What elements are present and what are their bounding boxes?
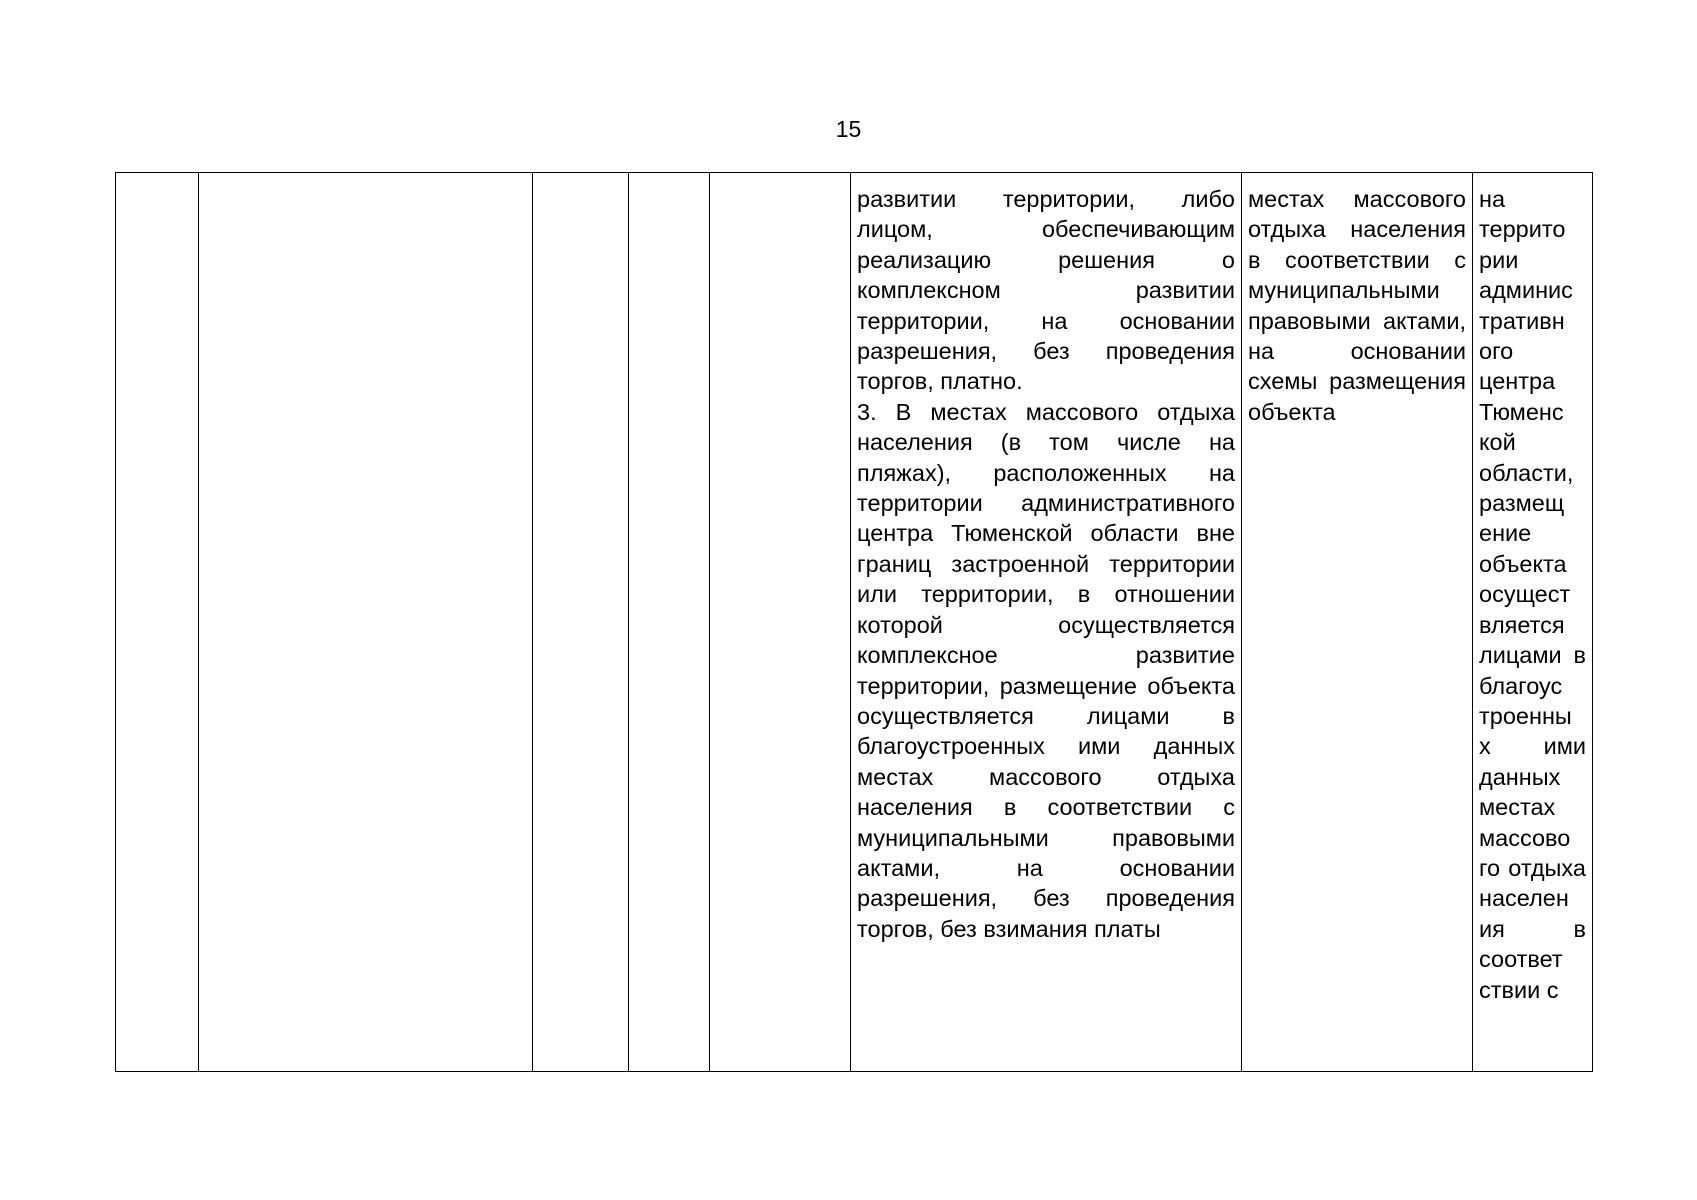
table-cell-notes [1473, 173, 1593, 1072]
page-number: 15 [835, 116, 862, 142]
notes-text: на террито рии админис тративн ого центра Тюменс кой области, размещ ение объекта осущест вляется лицами в благоус троенны х ими данных местах массово го отдыха населен ия в соответ ствии с [1479, 186, 1586, 1003]
placement-conditions-text: развитии территории, либо лицом, обеспечивающим реализацию решения о комплексном развитии территории, на основании разрешения, без проведения торгов, платно. 3. В местах массового отдыха населения (в том числе на пляжах), расположенных на территории административного центра Тюменской области вне границ застроенной территории или территории, в отношении которой осуществляется комплексное развитие территории, размещение объекта осуществляется лицами в благоустроенных ими данных местах массового отдыха населения в соответствии с муниципальными правовыми актами, на основании разрешения, без проведения торгов, без взимания платы [857, 186, 1235, 942]
table-row [116, 173, 1593, 1072]
table-cell-col1 [116, 173, 199, 1072]
table-cell-basis [1242, 173, 1473, 1072]
table-cell-col5 [710, 173, 851, 1072]
table-cell-placement-conditions [851, 173, 1242, 1072]
table-cell-col4 [629, 173, 710, 1072]
table-cell-col2 [199, 173, 533, 1072]
regulation-table [115, 172, 1593, 1072]
table-cell-col3 [533, 173, 629, 1072]
basis-text: местах массового отдыха населения в соответствии с муниципальными правовыми актами, на основании схемы размещения объекта [1248, 186, 1466, 425]
